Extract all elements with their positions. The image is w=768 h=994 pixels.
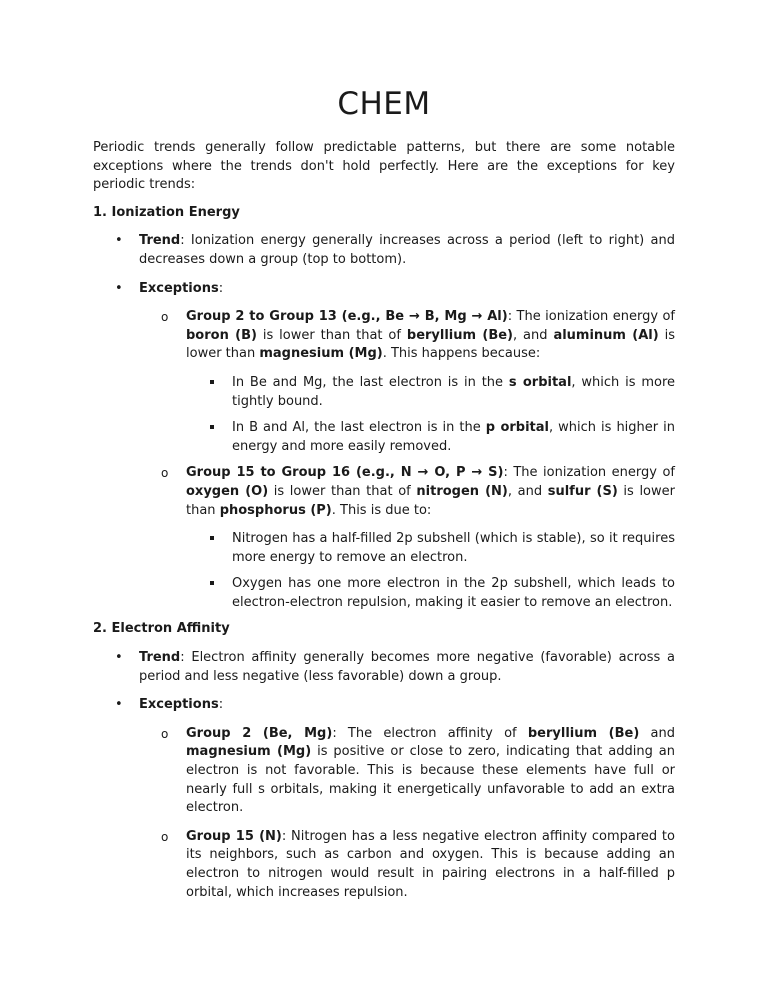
sub-entry — [93, 419, 675, 456]
exceptions-colon: : — [218, 280, 224, 296]
bold-text: beryllium (Be) — [406, 327, 513, 343]
bold-text: sulfur (S) — [547, 483, 618, 499]
text-run: : Nitrogen has a less negative electron affinity compared to its neighbors, such as carbon and oxygen. This is because adding an electron to nitrogen would result in pairing electrons in a half-filled p orbital, which increases repulsion. — [186, 828, 675, 900]
sub-entry — [93, 374, 675, 411]
text-run: . This is due to: — [331, 502, 432, 518]
bullet-icon: • — [115, 697, 123, 713]
sub-entry — [93, 575, 675, 612]
exception-entry — [93, 725, 675, 818]
text-run: is lower than that of — [256, 327, 407, 343]
text-run: , which is more tightly bound. — [232, 374, 675, 409]
square-bullet-icon — [210, 536, 214, 540]
square-bullet-icon — [210, 425, 214, 429]
sub-list — [93, 530, 675, 612]
text-run: , and — [513, 327, 554, 343]
exceptions-item — [93, 696, 675, 715]
trend-text: : Electron affinity generally becomes more negative (favorable) across a period and less negative (less favorable) down a group. — [139, 650, 675, 684]
bold-text: phosphorus (P) — [219, 502, 332, 518]
text-run: , and — [507, 483, 548, 499]
text-run: is lower than — [186, 483, 675, 518]
bold-text: p orbital — [485, 420, 549, 436]
text-run: : The ionization energy of — [507, 309, 675, 325]
bold-text: nitrogen (N) — [416, 483, 508, 499]
text-run: is lower than that of — [268, 483, 417, 499]
text-run: Oxygen has one more electron in the 2p subshell, which leads to electron-electron repulsion, making it easier to remove an electron. — [232, 576, 675, 610]
text-run: In B and Al, the last electron is in the — [232, 420, 486, 436]
square-bullet-icon — [210, 380, 214, 384]
bold-text: s orbital — [508, 374, 572, 390]
bold-text: Group 15 to Group 16 (e.g., N → O, P → S) — [186, 465, 504, 481]
text-run: : The ionization energy of — [503, 465, 675, 481]
text-run: , which is higher in energy and more easily removed. — [232, 420, 675, 454]
trend-label: Trend — [139, 650, 181, 666]
text-run: In Be and Mg, the last electron is in the — [232, 374, 509, 390]
bullet-icon: • — [115, 650, 123, 666]
text-run: and — [639, 725, 675, 741]
bold-text: magnesium (Mg) — [186, 744, 312, 760]
section-list — [93, 232, 675, 612]
bold-text: aluminum (Al) — [553, 327, 659, 343]
document-title: CHEM — [337, 86, 431, 122]
circle-bullet-icon: o — [161, 310, 169, 325]
exceptions-colon: : — [218, 697, 224, 713]
exception-entry — [93, 464, 675, 520]
section-heading: 2. Electron Affinity — [93, 621, 230, 637]
exceptions-label: Exceptions — [139, 280, 219, 296]
intro-paragraph: Periodic trends generally follow predictable patterns, but there are some notable exceptions where the trends don't hold perfectly. Here are the exceptions for key periodic trends: — [93, 140, 675, 193]
bold-text: Group 15 (N) — [186, 828, 282, 844]
bold-text: Group 2 to Group 13 (e.g., Be → B, Mg → Al) — [186, 309, 508, 325]
bullet-icon: • — [115, 280, 123, 296]
section-heading: 1. Ionization Energy — [93, 204, 240, 220]
document-page — [93, 84, 675, 912]
circle-bullet-icon: o — [161, 829, 169, 844]
bold-text: oxygen (O) — [186, 483, 269, 499]
text-run: is lower than — [186, 327, 676, 362]
text-run: : The electron affinity of — [332, 725, 528, 741]
circle-bullet-icon: o — [161, 466, 169, 481]
trend-item — [93, 232, 675, 269]
text-run: Nitrogen has a half-filled 2p subshell (which is stable), so it requires more energy to remove an electron. — [232, 531, 675, 565]
trend-item — [93, 649, 675, 686]
sub-entry — [93, 530, 675, 567]
bold-text: boron (B) — [186, 327, 257, 343]
bold-text: beryllium (Be) — [527, 725, 640, 741]
sections-container — [93, 204, 675, 902]
trend-label: Trend — [139, 233, 181, 249]
section-list — [93, 649, 675, 902]
exceptions-item — [93, 280, 675, 299]
bold-text: Group 2 (Be, Mg) — [186, 725, 333, 741]
exception-entry — [93, 308, 675, 364]
circle-bullet-icon: o — [161, 726, 169, 741]
trend-text: : Ionization energy generally increases across a period (left to right) and decreases down a group (top to bottom). — [139, 233, 675, 267]
exceptions-label: Exceptions — [139, 697, 219, 713]
square-bullet-icon — [210, 581, 214, 585]
sub-list — [93, 374, 675, 456]
text-run: is positive or close to zero, indicating that adding an electron is not favorable. This is because these elements have full or nearly full s orbitals, making it energetically unfavorable to add an extra electron. — [186, 744, 675, 816]
bold-text: magnesium (Mg) — [259, 346, 383, 362]
text-run: . This happens because: — [382, 346, 541, 362]
bullet-icon: • — [115, 233, 123, 249]
exception-entry — [93, 828, 675, 902]
